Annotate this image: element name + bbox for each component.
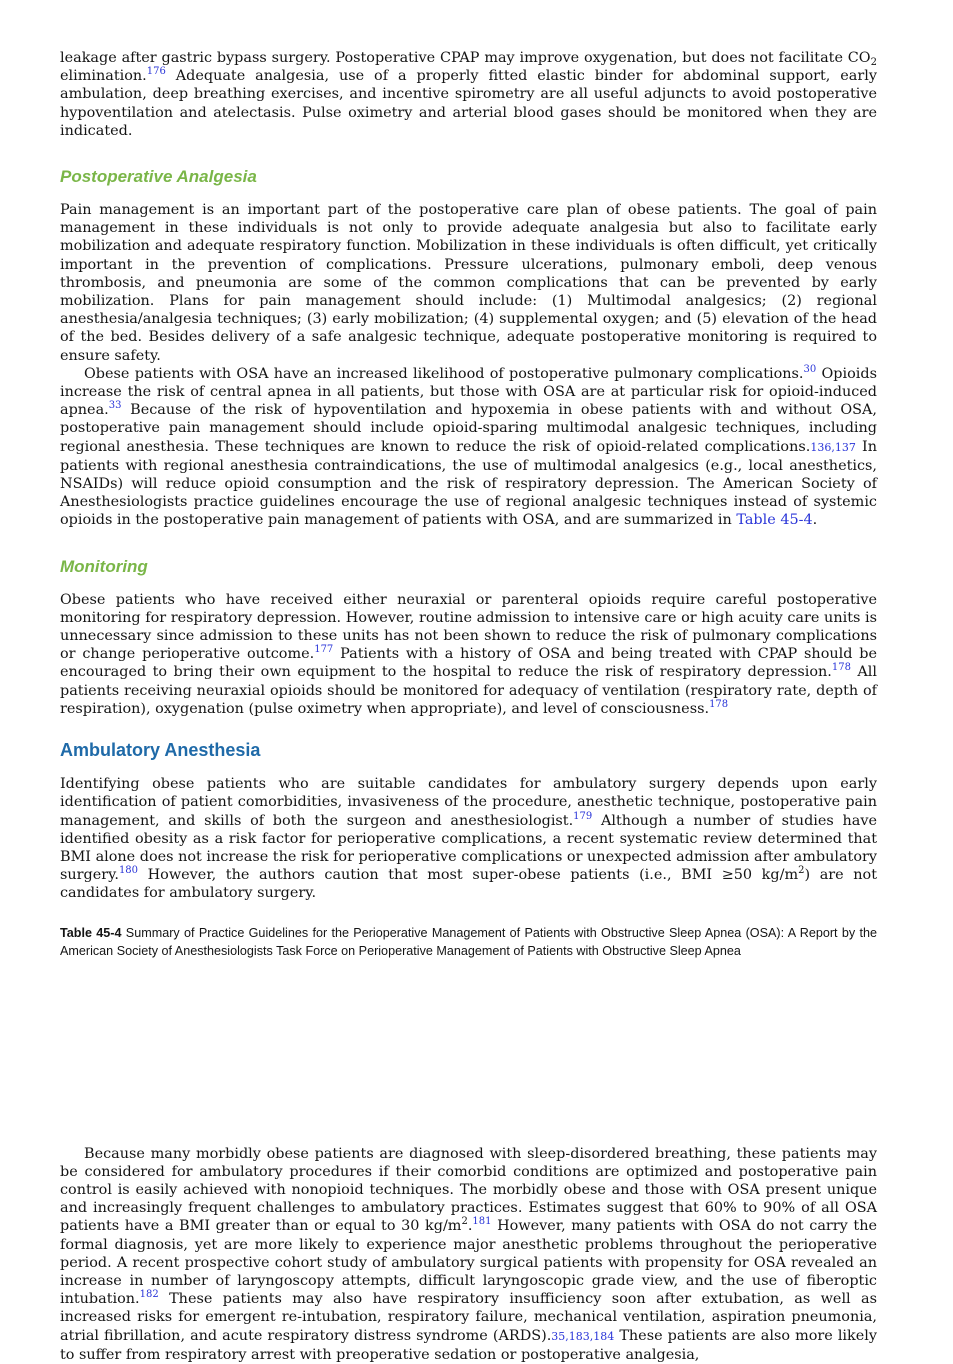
superscript-2: 2 [798, 865, 805, 877]
citation-177[interactable]: 177 [314, 644, 334, 656]
paragraph-monitoring: Obese patients who have received either neuraxial or parenteral opioids require careful postoperative monitoring for respiratory depression. However, routine admission to intensive care or high acuity care units is unnecessary since admission to these units has not been shown to reduce the risk of pulmonary complications or change perioperative outcome.$^{177}$ Patients with a history of OSA and being treated with CPAP should be encouraged to bring their own equipment to the hospital to reduce the risk of respiratory depression.$^{178}$ All patients receiving neuraxial opioids should be monitored for adequacy of ventilation (respiratory rate, depth of respiration), oxygenation (pulse oximetry when appropriate), and level of consciousness.$^{178}$ [60, 591, 877, 717]
citation-181[interactable]: 181 [472, 1216, 492, 1228]
table-label: Table 45-4 [60, 925, 122, 940]
citation-35-183-184[interactable]: 35,183,184 [551, 1329, 615, 1343]
citation-178[interactable]: 178 [709, 698, 729, 710]
citation-182[interactable]: 182 [139, 1289, 159, 1301]
document-page [60, 49, 877, 1364]
citation-178[interactable]: 178 [831, 662, 851, 674]
citation-176[interactable]: 176 [146, 66, 166, 78]
heading-ambulatory-anesthesia: Ambulatory Anesthesia [60, 740, 261, 761]
heading-postoperative-analgesia: Postoperative Analgesia [60, 167, 257, 187]
citation-180[interactable]: 180 [118, 865, 139, 877]
table-placeholder-space [60, 961, 877, 1145]
heading-monitoring: Monitoring [60, 556, 148, 576]
paragraph-osa-opioids: Obese patients with OSA have an increased likelihood of postoperative pulmonary complications.$^{30}$ Opioids increase the risk of central apnea in all patients, but those with OSA are at particular risk for opioid-induced apnea.$^{33}$ Because of the risk of hypoventilation and hypoxemia in obese patients with and without OSA, postoperative pain management should include opioid-sparing multimodal analgesic techniques, including regional anesthesia. These techniques are known to reduce the risk of opioid-related complications.136,137 In patients with regional anesthesia contraindications, the use of multimodal analgesics (e.g., local anesthetics, NSAIDs) will reduce opioid consumption and the risk of respiratory depression. The American Society of Anesthesiologists practice guidelines encourage the use of regional analgesic techniques instead of systemic opioids in the postoperative pain management of patients with OSA, and are summarized in Table 45-4. [60, 363, 877, 529]
table-caption: Table 45-4 Summary of Practice Guidelines for the Perioperative Management of Patients with Obstructive Sleep Apnea (OSA): A Report by the American Society of Anesthesiologists Task Force on Perioperative Management of Patients with Obstructive Sleep Apnea [60, 925, 877, 959]
superscript-2: 2 [461, 1216, 468, 1228]
paragraph-sleep-disordered-breathing: Because many morbidly obese patients are diagnosed with sleep-disordered breathing, these patients may be considered for ambulatory procedures if their comorbid conditions are optimized and postoperative pain control is easily achieved with nonopioid techniques. The morbidly obese and those with OSA present unique and increasingly frequent challenges to ambulatory practices. Estimates suggest that 60% to 90% of all OSA patients have a BMI greater than or equal to 30 $kg/m^2.^{181}$ However, many patients with OSA do not carry the formal diagnosis, yet are more likely to experience major anesthetic problems throughout the perioperative period. A recent prospective cohort study of ambulatory surgical patients with propensity for OSA revealed an increase in number of laryngoscopy attempts, difficult laryngoscopic grade view, and the use of fiberoptic intubation.$^{182}$ These patients may also have respiratory insufficiency soon after extubation, as well as increased risks for emergent re-intubation, respiratory failure, mechanical ventilation, aspiration pneumonia, atrial fibrillation, and acute respiratory distress syndrome (ARDS).35,183,184 These patients are also more likely to suffer from respiratory arrest with preoperative sedation or postoperative analgesia, [60, 1145, 877, 1363]
paragraph-ambulatory: Identifying obese patients who are suitable candidates for ambulatory surgery depends upon early identification of patient comorbidities, invasiveness of the procedure, anesthetic technique, postoperative pain management, and skills of both the surgeon and anesthesiologist.$^{179}$ Although a number of studies have identified obesity as a risk factor for perioperative complications, a recent systematic review determined that BMI alone does not increase the risk for perioperative complications or unexpected admission after ambulatory surgery.$^{180}$ However, the authors caution that most super-obese patients (i.e., BMI ≥50 $kg/m^2$) are not candidates for ambulatory surgery. [60, 776, 878, 902]
citation-30[interactable]: 30 [803, 363, 817, 375]
citation-136-137[interactable]: 136,137 [810, 440, 856, 454]
citation-179[interactable]: 179 [573, 810, 593, 822]
table-45-4-link[interactable]: Table 45-4 [736, 512, 813, 529]
citation-33[interactable]: 33 [108, 400, 122, 412]
paragraph-intro: leakage after gastric bypass surgery. Postoperative CPAP may improve oxygenation, but does not facilitate $CO_2$ elimination.$^{176}$ Adequate analgesia, use of a properly fitted elastic binder for abdominal support, early ambulation, deep breathing exercises, and incentive spirometry are all useful adjuncts to avoid postoperative hypoventilation and atelectasis. Pulse oximetry and arterial blood gases should be monitored when they are indicated. [60, 50, 877, 139]
subscript-2: 2 [870, 57, 877, 68]
paragraph-pain-management: Pain management is an important part of the postoperative care plan of obese patients. The goal of pain management in these individuals is not only to provide adequate analgesia but also to facilitate early mobilization and adequate respiratory function. Mobilization in these individuals is often difficult, yet critically important in the prevention of complications. Pressure ulcerations, pulmonary emboli, deep venous thrombosis, and pneumonia are some of the common complications that can be prevented by early mobilization. Plans for pain management should include: (1) Multimodal analgesics; (2) regional anesthesia/analgesia techniques; (3) early mobilization; (4) supplemental oxygen; and (5) elevation of the head of the bed. Besides delivery of a safe analgesic technique, adequate postoperative monitoring is required to ensure safety. [60, 202, 877, 364]
